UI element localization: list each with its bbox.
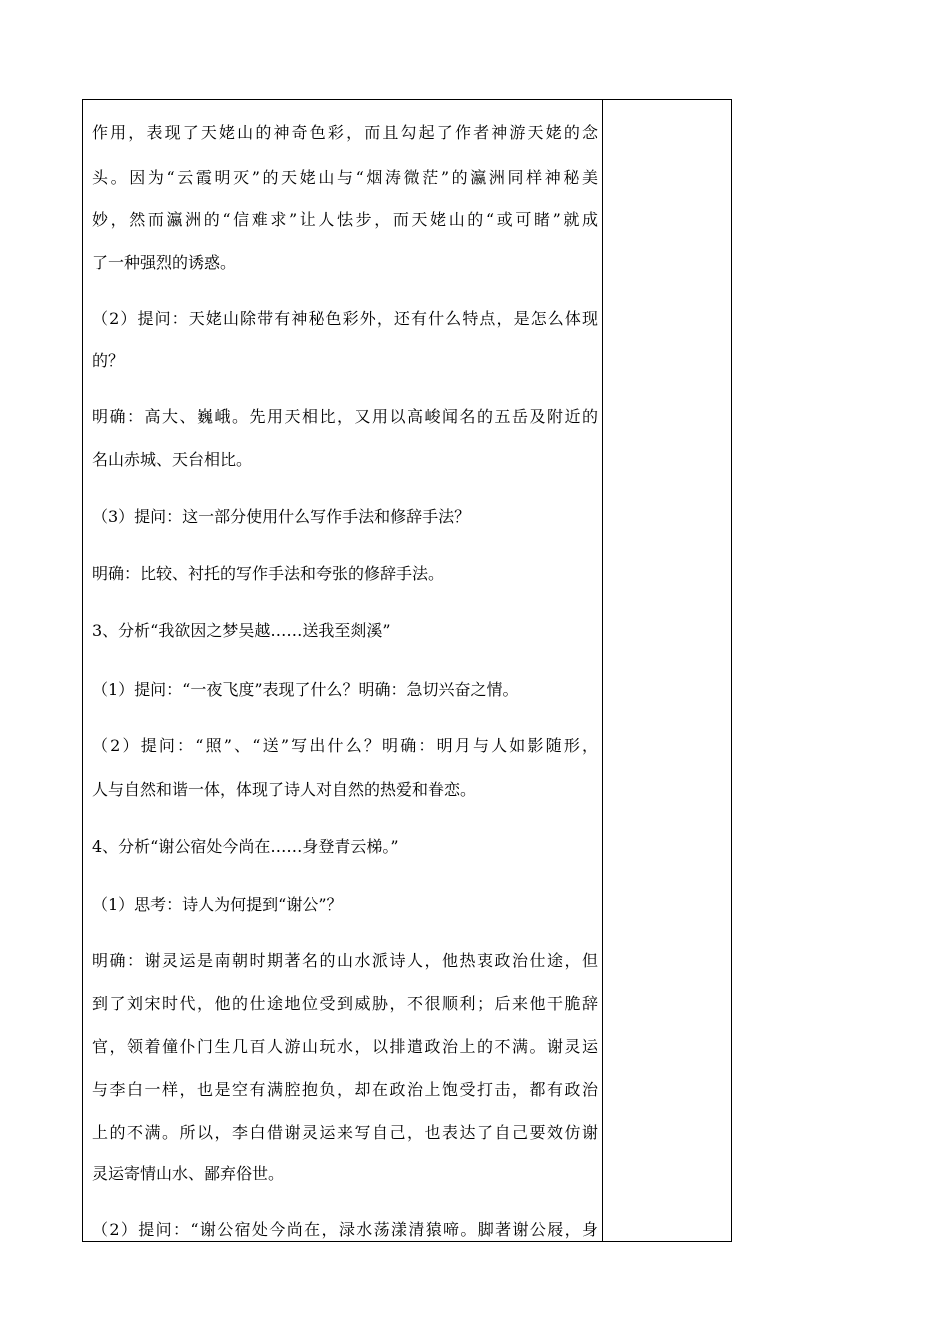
section-heading: 4、分析“谢公宿处今尚在……身登青云梯。” (92, 837, 399, 856)
notes-cell (603, 100, 731, 1241)
section-heading: 3、分析“我欲因之梦吴越……送我至剡溪” (92, 621, 391, 640)
question-line: （3）提问：这一部分使用什么写作手法和修辞手法？ (92, 507, 471, 526)
answer-line: 明确：谢灵运是南朝时期著名的山水派诗人，他热衷政治仕途，但 (92, 951, 598, 970)
question-line: （2）提问：“照”、“送”写出什么？明确：明月与人如影随形， (92, 736, 598, 755)
lesson-table (82, 99, 732, 1242)
question-line: 的？ (92, 351, 125, 370)
answer-line: 名山赤城、天台相比。 (92, 450, 253, 469)
answer-line: 到了刘宋时代，他的仕途地位受到威胁，不很顺利；后来他干脆辞 (92, 994, 598, 1013)
answer-line: 与李白一样，也是空有满腔抱负，却在政治上饱受打击，都有政治 (92, 1080, 598, 1099)
text-line: 头。因为“云霞明灭”的天姥山与“烟涛微茫”的瀛洲同样神秘美 (92, 168, 598, 187)
answer-line: 灵运寄情山水、鄙弃俗世。 (92, 1164, 285, 1183)
answer-line: 上的不满。所以，李白借谢灵运来写自己，也表达了自己要效仿谢 (92, 1123, 598, 1142)
question-line: （2）提问：“谢公宿处今尚在，渌水荡漾清猿啼。脚著谢公屐，身 (92, 1220, 598, 1239)
text-line: 了一种强烈的诱惑。 (92, 253, 237, 272)
answer-line: 明确：高大、巍峨。先用天相比，又用以高峻闻名的五岳及附近的 (92, 407, 598, 426)
text-line: 作用，表现了天姥山的神奇色彩，而且勾起了作者神游天姥的念 (92, 123, 598, 142)
question-line: （1）提问：“一夜飞度”表现了什么？明确：急切兴奋之情。 (92, 680, 519, 699)
answer-line: 明确：比较、衬托的写作手法和夸张的修辞手法。 (92, 564, 445, 583)
text-line: 妙，然而瀛洲的“信难求”让人怯步，而天姥山的“或可睹”就成 (92, 210, 598, 229)
lesson-content-cell (83, 100, 602, 1241)
answer-line: 人与自然和谐一体，体现了诗人对自然的热爱和眷恋。 (92, 780, 477, 799)
question-line: （2）提问：天姥山除带有神秘色彩外，还有什么特点，是怎么体现 (92, 309, 598, 328)
question-line: （1）思考：诗人为何提到“谢公”？ (92, 895, 343, 914)
answer-line: 官，领着僮仆门生几百人游山玩水，以排遣政治上的不满。谢灵运 (92, 1037, 598, 1056)
